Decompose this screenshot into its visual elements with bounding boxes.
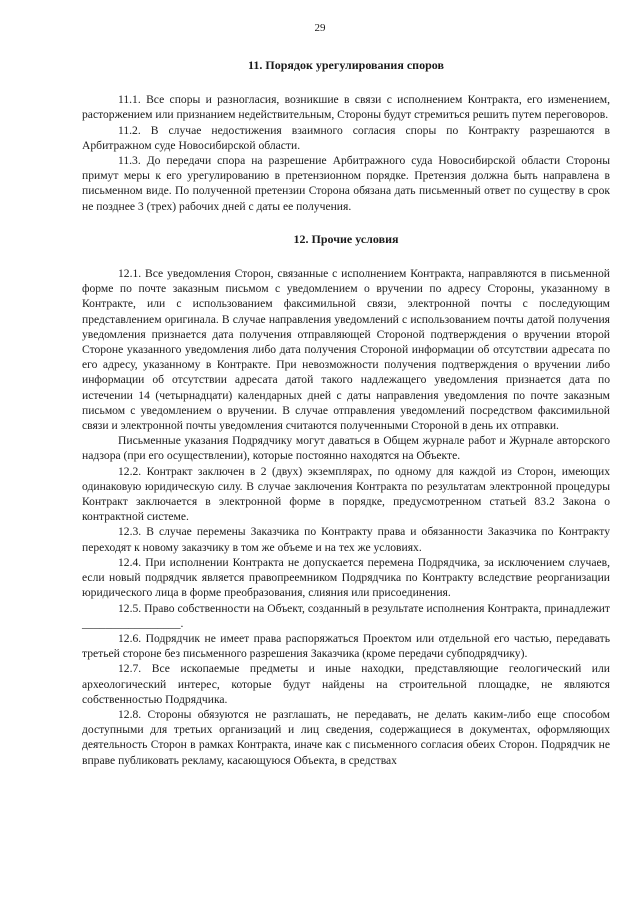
paragraph-12-7: 12.7. Все ископаемые предметы и иные находки, представляющие геологический или археологический интерес, которые будут найдены на строительной площадке, не являются собственностью Подрядчика. bbox=[82, 662, 610, 706]
paragraph-written-instructions: Письменные указания Подрядчику могут даваться в Общем журнале работ и Журнале авторского надзора (при его осуществлении), которые постоянно находятся на Объекте. bbox=[82, 434, 610, 463]
paragraph-11-2: 11.2. В случае недостижения взаимного согласия споры по Контракту разрешаются в Арбитражном суде Новосибирской области. bbox=[82, 123, 610, 152]
paragraph-12-3: 12.3. В случае перемены Заказчика по Контракту права и обязанности Заказчика по Контракту переходят к новому заказчику в том же объеме и на тех же условиях. bbox=[82, 525, 610, 554]
section-dispute-resolution bbox=[82, 58, 610, 214]
document-body bbox=[82, 58, 610, 768]
paragraph-11-3: 11.3. До передачи спора на разрешение Арбитражного суда Новосибирской области Стороны примут меры к его урегулированию в претензионном порядке. Претензия должна быть направлена в письменном виде. По полученной претензии Сторона обязана дать письменный ответ по существу в срок не позднее 3 (трех) рабочих дней с даты ее получения. bbox=[82, 154, 610, 213]
paragraph-12-1: 12.1. Все уведомления Сторон, связанные с исполнением Контракта, направляются в письменной форме по почте заказным письмом с уведомлением о вручении по адресу Стороны, указанному в Контракте, или с использованием факсимильной связи, электронной почты с последующим представлением оригинала. В случае направления уведомлений с использованием почты датой получения уведомления признается дата получения отправляющей Стороной подтверждения о вручении второй Стороне указанного уведомления либо дата получения Стороной информации об отсутствии адресата по его адресу, указанному в Контракте. При невозможности получения подтверждения о вручении либо информации об отсутствии адресата датой такого надлежащего уведомления признается дата по истечении 14 (четырнадцати) календарных дней с даты направления уведомления по почте заказным письмом с уведомлением о вручении. В случае отправления уведомлений посредством факсимильной связи и электронной почты уведомления считаются полученными Стороной в день их отправки. bbox=[82, 267, 610, 433]
paragraph-12-6: 12.6. Подрядчик не имеет права распоряжаться Проектом или отдельной его частью, передавать третьей стороне без письменного разрешения Заказчика (кроме передачи субподрядчику). bbox=[82, 631, 610, 661]
paragraph-12-4: 12.4. При исполнении Контракта не допускается перемена Подрядчика, за исключением случаев, если новый подрядчик является правопреемником Подрядчика по Контракту вследствие реорганизации юридического лица в форме преобразования, слияния или присоединения. bbox=[82, 555, 610, 600]
section-other-terms bbox=[82, 232, 610, 768]
section-title: 11. Порядок урегулирования споров bbox=[248, 58, 444, 72]
paragraph-12-5: 12.5. Право собственности на Объект, созданный в результате исполнения Контракта, принадлежит _________________. bbox=[82, 601, 610, 630]
paragraph-12-2: 12.2. Контракт заключен в 2 (двух) экземплярах, по одному для каждой из Сторон, имеющих одинаковую юридическую силу. В случае заключения Контракта по результатам электронной процедуры Контракт заключается в электронной форме в порядке, предусмотренном статьей 83.2 Закона о контрактной системе. bbox=[82, 464, 610, 524]
page-number: 29 bbox=[314, 22, 326, 34]
section-title: 12. Прочие условия bbox=[293, 231, 399, 246]
paragraph-11-1: 11.1. Все споры и разногласия, возникшие в связи с исполнением Контракта, его изменением, расторжением или признанием недействительным, Стороны будут стремиться решить путем переговоров. bbox=[82, 93, 610, 122]
paragraph-12-8: 12.8. Стороны обязуются не разглашать, не передавать, не делать каким-либо еще способом доступными для третьих организаций и лиц сведения, содержащиеся в документах, оформляющих деятельность Сторон в рамках Контракта, иначе как с письменного согласия обеих Сторон. Подрядчик не вправе публиковать рекламу, касающуюся Объекта, в средствах bbox=[82, 707, 610, 767]
